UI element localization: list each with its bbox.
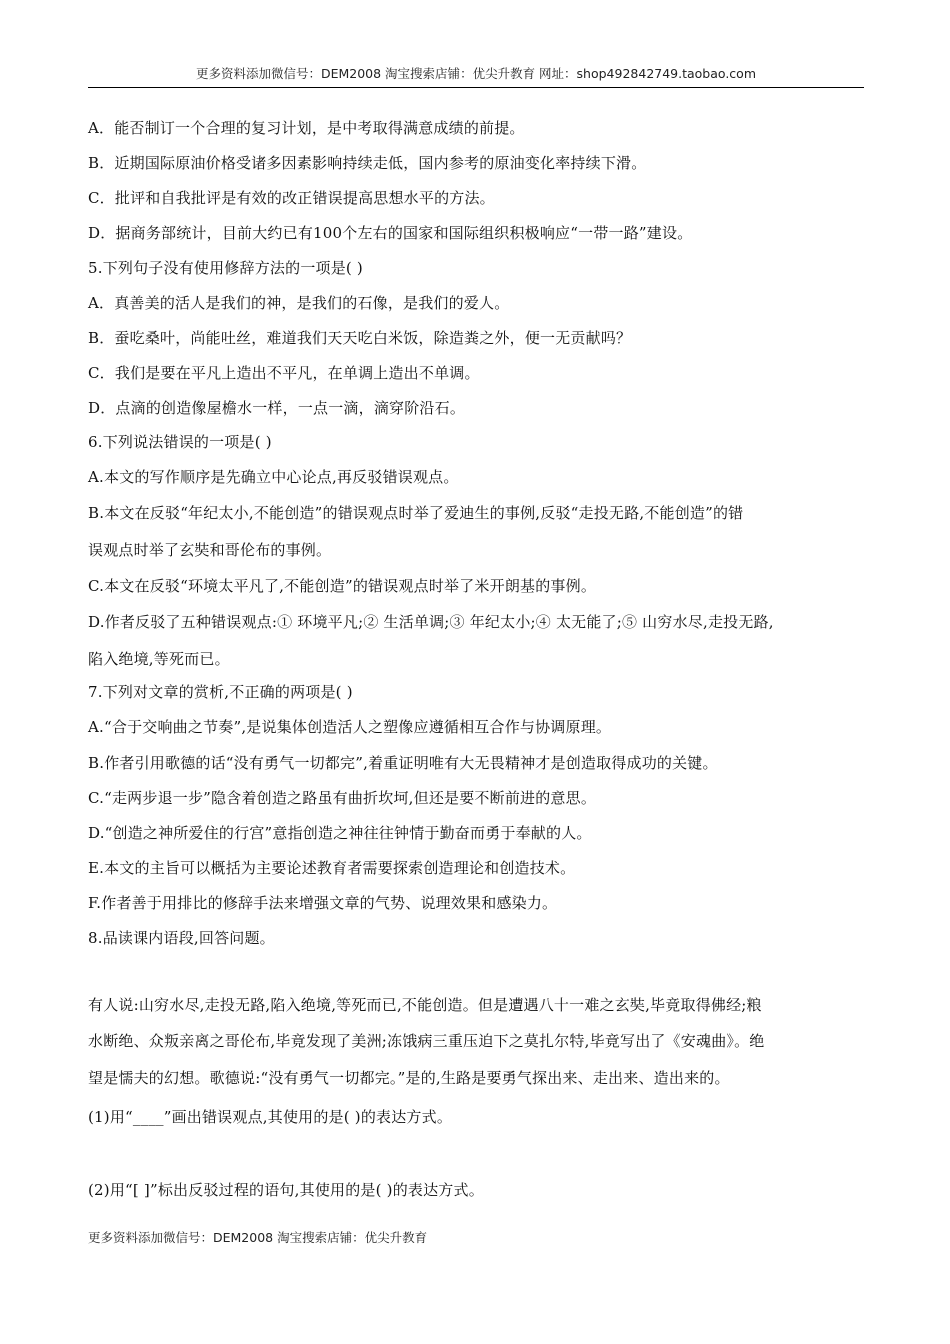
question-7: 7.下列对文章的赏析,不正确的两项是( ) (88, 683, 353, 701)
passage-line-3: 望是懦夫的幻想。歌德说:“没有勇气一切都完。”是的,生路是要勇气探出来、走出来、造出来的。 (88, 1069, 730, 1087)
option-c-q4: C．批评和自我批评是有效的改正错误提高思想水平的方法。 (88, 189, 495, 207)
page-footer: 更多资料添加微信号：DEM2008 淘宝搜索店铺：优尖升教育 (88, 1230, 428, 1245)
passage-line-1: 有人说:山穷水尽,走投无路,陷入绝境,等死而已,不能创造。但是遭遇八十一难之玄奘,毕竟取得佛经;粮 (88, 996, 762, 1014)
option-b-q4: B．近期国际原油价格受诸多因素影响持续走低，国内参考的原油变化率持续下滑。 (88, 154, 647, 172)
option-a-q7: A.“合于交响曲之节奏”,是说集体创造活人之塑像应遵循相互合作与协调原理。 (88, 718, 612, 736)
sub-question-1: (1)用“____”画出错误观点,其使用的是( )的表达方式。 (88, 1108, 453, 1126)
option-b-q6-cont: 误观点时举了玄奘和哥伦布的事例。 (88, 541, 332, 559)
option-b-q6: B.本文在反驳“年纪太小,不能创造”的错误观点时举了爱迪生的事例,反驳“走投无路,不能创造”的错 (88, 504, 744, 522)
option-a-q5: A．真善美的活人是我们的神，是我们的石像，是我们的爱人。 (88, 294, 510, 312)
option-f-q7: F.作者善于用排比的修辞手法来增强文章的气势、说理效果和感染力。 (88, 894, 558, 912)
option-d-q6: D.作者反驳了五种错误观点:① 环境平凡;② 生活单调;③ 年纪太小;④ 太无能了;⑤ 山穷水尽,走投无路, (88, 613, 774, 631)
question-6: 6.下列说法错误的一项是( ) (88, 433, 272, 451)
option-a-q4: A．能否制订一个合理的复习计划，是中考取得满意成绩的前提。 (88, 119, 525, 137)
question-8: 8.品读课内语段,回答问题。 (88, 929, 275, 947)
option-a-q6: A.本文的写作顺序是先确立中心论点,再反驳错误观点。 (88, 468, 459, 486)
question-5: 5.下列句子没有使用修辞方法的一项是( ) (88, 259, 363, 277)
header-divider (88, 87, 864, 88)
option-e-q7: E.本文的主旨可以概括为主要论述教育者需要探索创造理论和创造技术。 (88, 859, 576, 877)
page-header: 更多资料添加微信号：DEM2008 淘宝搜索店铺：优尖升教育 网址：shop492842749.taobao.com (195, 66, 757, 81)
option-c-q5: C．我们是要在平凡上造出不平凡，在单调上造出不单调。 (88, 364, 480, 382)
sub-question-2: (2)用“[ ]”标出反驳过程的语句,其使用的是( )的表达方式。 (88, 1181, 484, 1199)
option-d-q7: D.“创造之神所爱住的行宫”意指创造之神往往钟情于勤奋而勇于奉献的人。 (88, 824, 592, 842)
option-b-q7: B.作者引用歌德的话“没有勇气一切都完”,着重证明唯有大无畏精神才是创造取得成功的关键。 (88, 754, 718, 772)
option-c-q6: C.本文在反驳“环境太平凡了,不能创造”的错误观点时举了米开朗基的事例。 (88, 577, 597, 595)
option-d-q5: D．点滴的创造像屋檐水一样，一点一滴，滴穿阶沿石。 (88, 399, 466, 417)
option-d-q6-cont: 陷入绝境,等死而已。 (88, 650, 230, 668)
option-b-q5: B．蚕吃桑叶，尚能吐丝，难道我们天天吃白米饭，除造粪之外，便一无贡献吗？ (88, 329, 632, 347)
option-d-q4: D．据商务部统计，目前大约已有100个左右的国家和国际组织积极响应“一带一路”建设。 (88, 224, 693, 242)
option-c-q7: C.“走两步退一步”隐含着创造之路虽有曲折坎坷,但还是要不断前进的意思。 (88, 789, 597, 807)
passage-line-2: 水断绝、众叛亲离之哥伦布,毕竟发现了美洲;冻饿病三重压迫下之莫扎尔特,毕竟写出了《安魂曲》。绝 (88, 1032, 765, 1050)
